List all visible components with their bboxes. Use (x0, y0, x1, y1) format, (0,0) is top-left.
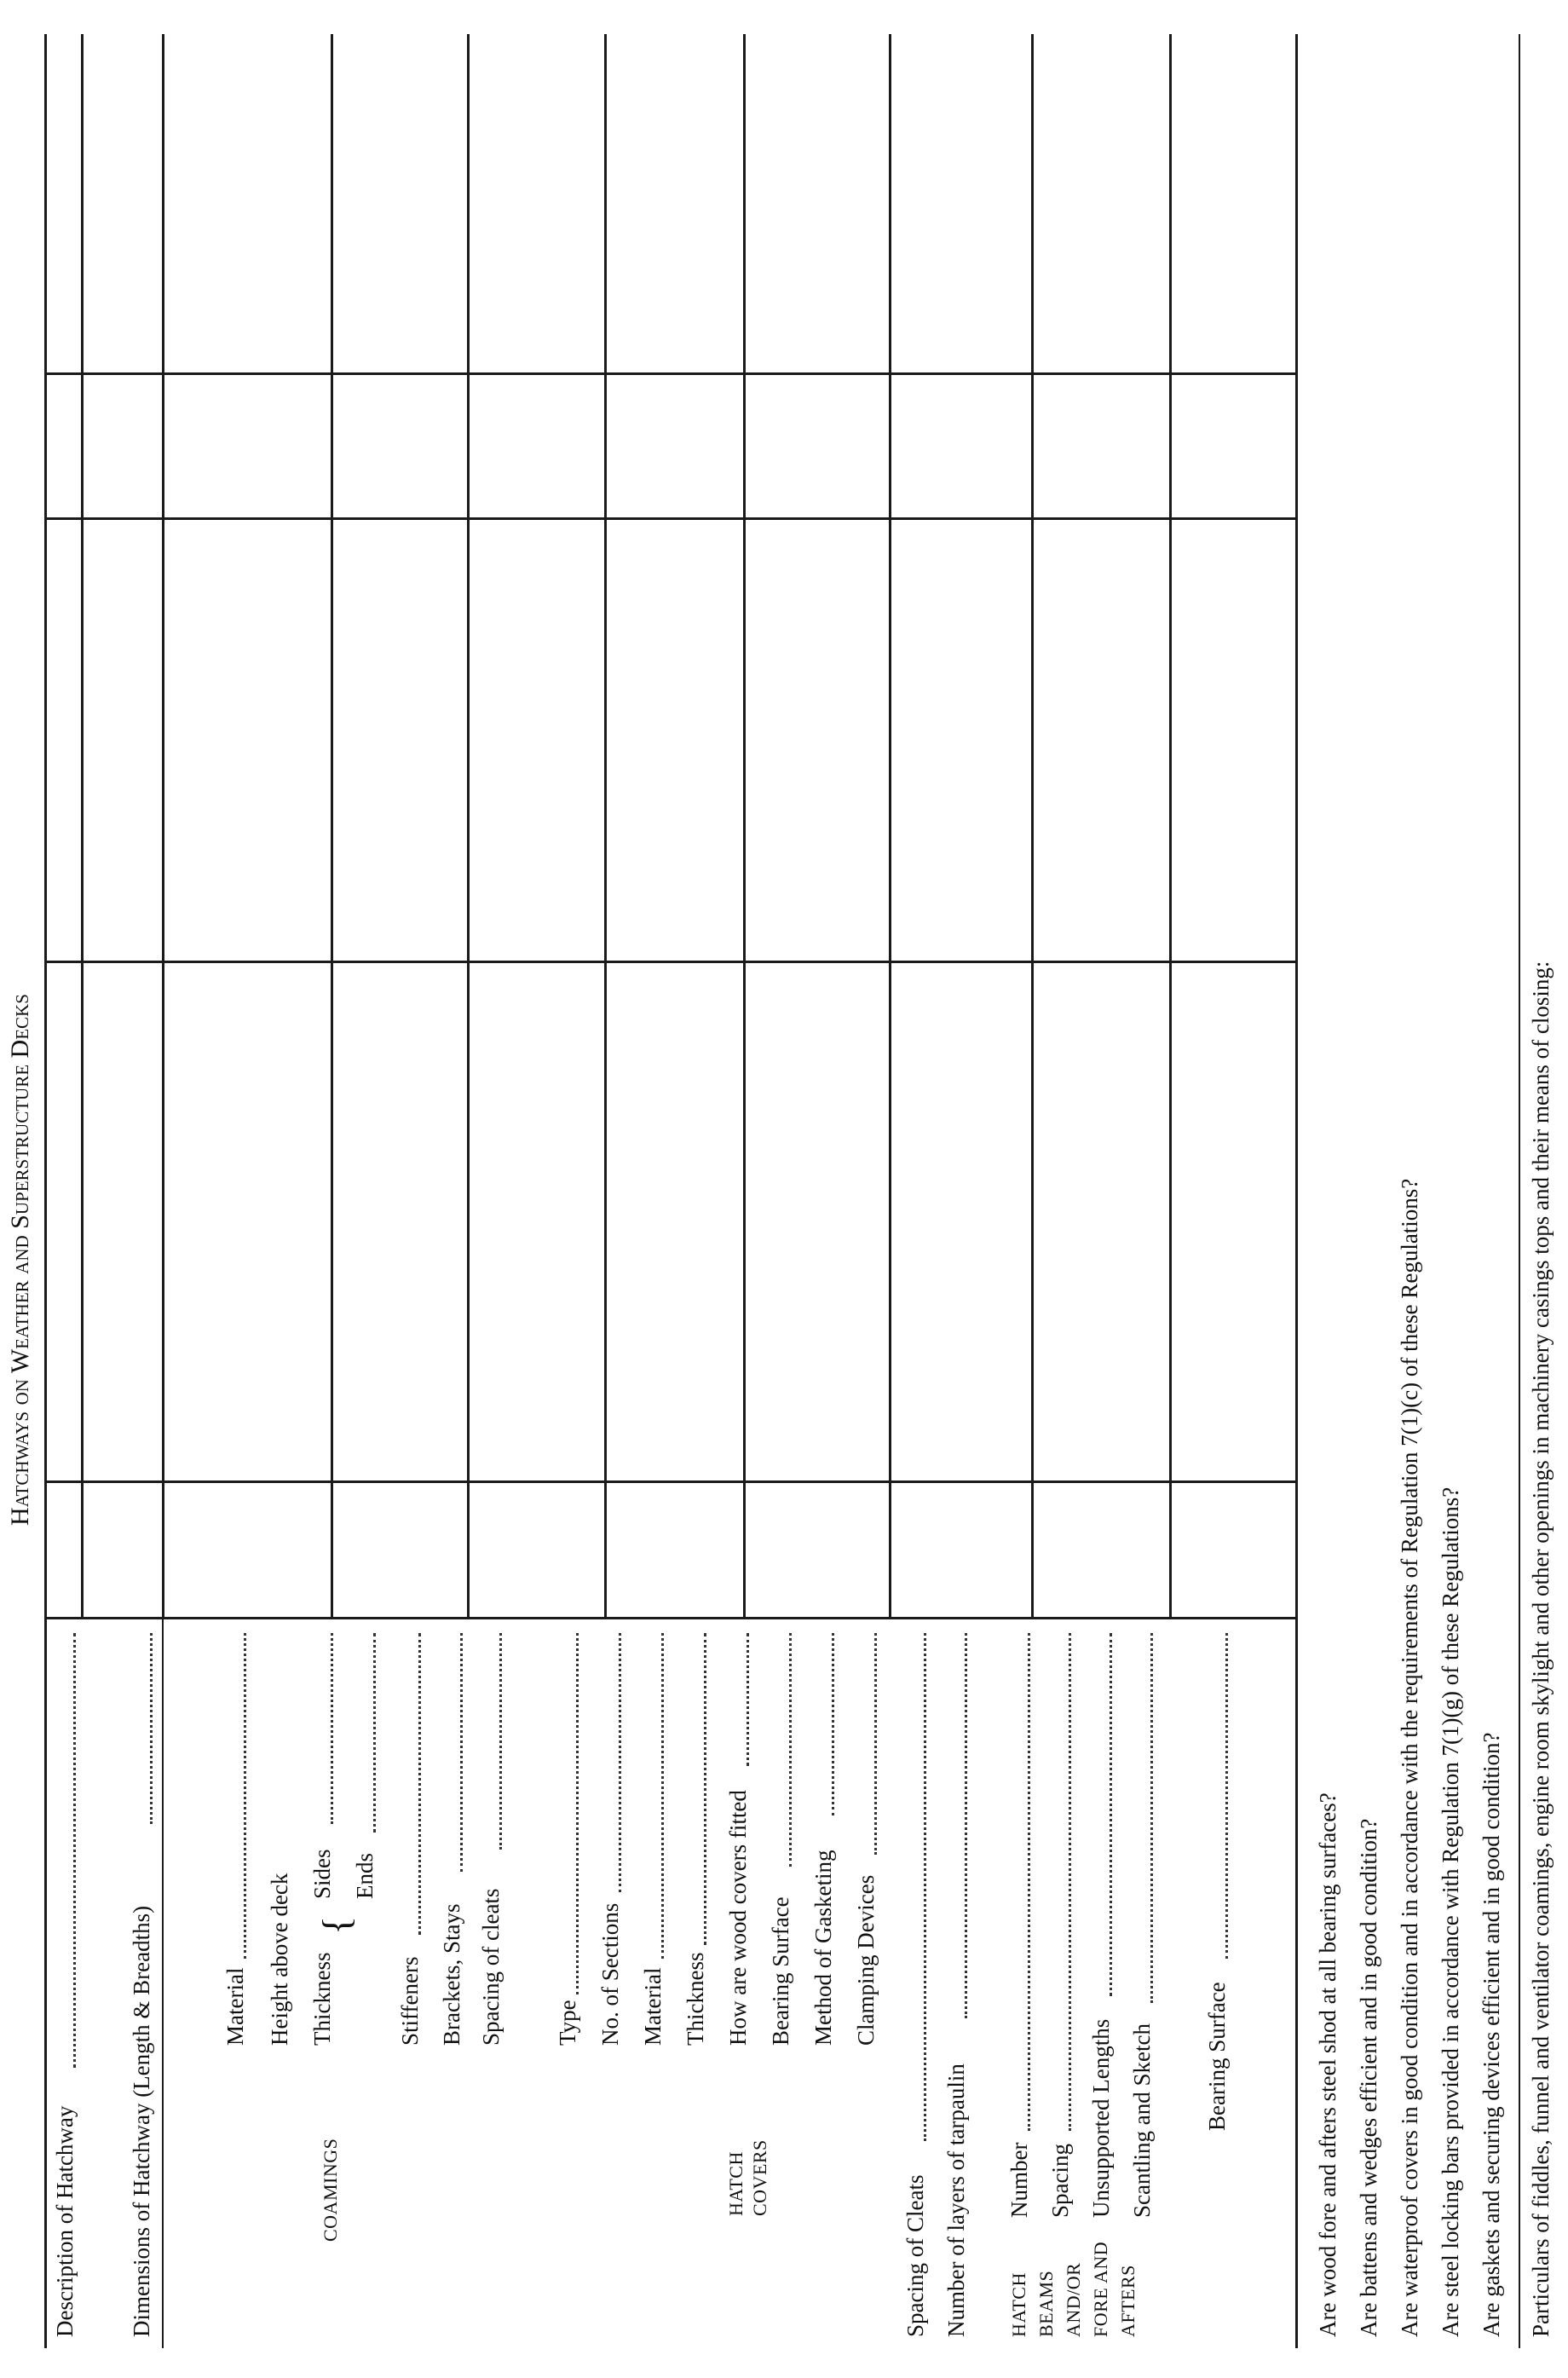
cover-bearing-surface-label: Bearing Surface (768, 1896, 793, 2046)
question-5: Are gaskets and securing devices efficient and in good condition? (1479, 1732, 1504, 2337)
hatch-beams-group-label-4: FORE AND (1090, 2241, 1111, 2337)
column-line-1 (331, 34, 333, 1619)
beam-scantling-leader (1150, 1633, 1153, 2003)
cover-bearing-surface-leader (789, 1633, 792, 1867)
coaming-material-label: Material (222, 1967, 248, 2046)
beam-unsupported-leader (1110, 1633, 1112, 1996)
coaming-stiffeners-leader (418, 1633, 421, 1935)
dimensions-divider-line (162, 34, 164, 1619)
cover-sections-leader (619, 1633, 621, 1892)
beam-bearing-label: Bearing Surface (1204, 1982, 1230, 2131)
column-line-4 (743, 34, 746, 1619)
hatch-beams-group-label-2: BEAMS (1035, 2270, 1057, 2337)
header-divider-line (81, 34, 84, 1619)
coamings-group-label: COAMINGS (320, 2138, 341, 2242)
beam-spacing-leader (1069, 1633, 1071, 2131)
coaming-spacing-cleats-label: Spacing of cleats (478, 1888, 504, 2046)
beam-bearing-leader (1225, 1633, 1228, 1959)
question-1: Are wood fore and afters steel shod at all bearing surfaces? (1315, 1792, 1340, 2337)
beam-unsupported-label: Unsupported Lengths (1088, 2018, 1114, 2218)
coaming-ends-label: Ends (352, 1853, 378, 1899)
description-leader (73, 1633, 76, 2068)
cover-wood-fitted-label: How are wood covers fitted (725, 1790, 751, 2046)
thickness-brace-icon: { (314, 1915, 358, 1935)
beams-bottom-divider (44, 372, 1297, 375)
hatch-covers-group-label-2: COVERS (749, 2139, 770, 2216)
dimensions-leader (150, 1633, 153, 1824)
description-label: Description of Hatchway (52, 2105, 78, 2337)
cover-material-label: Material (640, 1967, 666, 2046)
coaming-brackets-leader (460, 1633, 463, 1872)
coaming-brackets-label: Brackets, Stays (439, 1903, 464, 2046)
coaming-thickness-label: Thickness (309, 1952, 335, 2046)
form-title: Hatchways on Weather and Superstructure Decks (6, 994, 34, 1526)
cover-thickness-label: Thickness (683, 1952, 708, 2046)
coaming-spacing-cleats-leader (499, 1633, 502, 1850)
beam-spacing-label: Spacing (1047, 2144, 1073, 2218)
hatch-covers-group-label-1: HATCH (725, 2151, 747, 2216)
column-line-6 (1031, 34, 1034, 1619)
coaming-sides-leader (331, 1633, 333, 1824)
cover-type-leader (576, 1633, 579, 1994)
coaming-ends-leader (373, 1633, 376, 1833)
column-line-5 (889, 34, 891, 1619)
tarpaulin-layers-label: Number of layers of tarpaulin (943, 2063, 969, 2337)
spacing-of-cleats-label: Spacing of Cleats (902, 2174, 928, 2337)
particulars-divider-line (1519, 34, 1520, 2348)
beam-number-leader (1028, 1633, 1030, 2131)
cover-material-leader (661, 1633, 664, 1959)
tarpaulin-layers-leader (965, 1633, 967, 2018)
column-line-2 (467, 34, 470, 1619)
left-dimensions-line (162, 1619, 164, 2348)
cover-gasketing-label: Method of Gasketing (810, 1850, 836, 2046)
column-line-7 (1169, 34, 1172, 1619)
beam-scantling-label: Scantling and Sketch (1129, 2023, 1155, 2218)
question-2: Are battens and wedges efficient and in good condition? (1356, 1818, 1381, 2337)
hatchcovers-cleats-divider (44, 961, 1297, 963)
coaming-height-label: Height above deck (267, 1873, 292, 2046)
coamings-hatchcovers-divider (44, 1480, 1297, 1483)
hatch-beams-group-label-1: HATCH (1008, 2272, 1029, 2337)
top-border-line (44, 34, 47, 2348)
cover-gasketing-leader (832, 1633, 834, 1815)
label-column-divider (44, 1617, 1297, 1619)
hatch-beams-group-label-5: AFTERS (1117, 2265, 1139, 2337)
bottom-table-line (1295, 34, 1298, 2348)
coaming-stiffeners-label: Stiffeners (397, 1956, 423, 2046)
hatch-beams-group-label-3: AND/OR (1063, 2262, 1084, 2337)
cover-clamping-leader (874, 1633, 877, 1855)
coaming-material-leader (244, 1633, 246, 1959)
cover-clamping-label: Clamping Devices (853, 1874, 879, 2046)
particulars-label: Particulars of fiddles, funnel and ventilator coamings, engine room skylight and other openings in machinery casings tops and their means of closing: (1528, 961, 1554, 2337)
beam-number-label: Number (1006, 2142, 1032, 2218)
spacing-of-cleats-leader (924, 1633, 926, 2141)
cleats-beams-divider (44, 517, 1297, 520)
coaming-sides-label: Sides (309, 1849, 335, 1899)
cover-sections-label: No. of Sections (597, 1902, 623, 2046)
cover-wood-fitted-leader (747, 1633, 749, 1766)
dimensions-label: Dimensions of Hatchway (Length & Breadths) (129, 1905, 154, 2337)
cover-type-label: Type (555, 2000, 580, 2046)
question-3: Are waterproof covers in good condition and in accordance with the requirements of Regulation 7(1)(c) of these Regulations? (1397, 1178, 1422, 2337)
question-4: Are steel locking bars provided in accordance with Regulation 7(1)(g) of these Regulations? (1438, 1486, 1463, 2337)
column-line-3 (604, 34, 607, 1619)
cover-thickness-leader (704, 1633, 706, 1945)
